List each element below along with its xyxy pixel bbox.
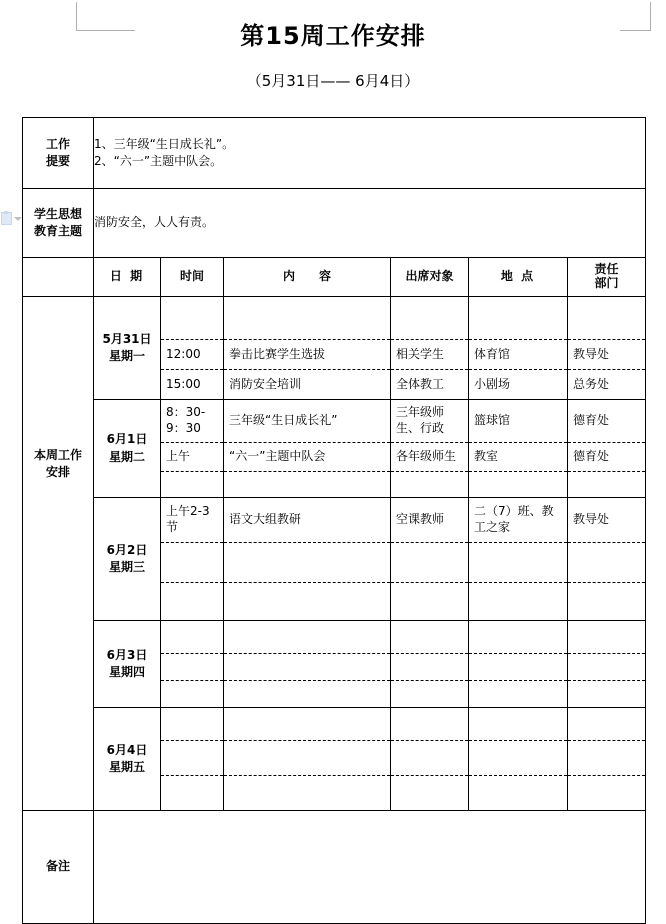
content-cell: 语文大组教研 (224, 498, 390, 543)
department-cell (568, 543, 645, 583)
remarks-content (94, 811, 646, 924)
content-subgrid-friday (224, 708, 390, 810)
location-subgrid-wednesday (469, 498, 567, 620)
table-row-day-wednesday (23, 498, 646, 621)
work-summary-label-line1: 工作 (45, 136, 70, 151)
attendees-cell (391, 472, 468, 498)
day-time-column-tuesday (161, 400, 224, 498)
day-date-line2: 星期三 (108, 560, 145, 574)
time-cell (161, 654, 223, 681)
location-cell (469, 708, 567, 741)
table-header-row (23, 258, 646, 297)
location-subgrid-thursday (469, 621, 567, 707)
time-cell (161, 776, 223, 811)
location-cell: 体育馆 (469, 340, 567, 370)
location-cell: 二（7）班、教工之家 (469, 498, 567, 543)
day-time-column-thursday (161, 621, 224, 708)
day-content-column-thursday (224, 621, 391, 708)
day-date-line1: 5月31日 (102, 331, 152, 346)
day-content-column-wednesday (224, 498, 391, 621)
table-row-day-thursday (23, 621, 646, 708)
table-row-day-tuesday (23, 400, 646, 498)
location-cell: 小剧场 (474, 376, 511, 391)
department-cell: 教导处 (568, 498, 645, 543)
location-cell (469, 681, 567, 708)
page-subtitle-daterange: （5月31日—— 6月4日） (246, 72, 420, 90)
location-cell (469, 472, 567, 498)
time-subgrid-wednesday (161, 498, 223, 620)
table-row-work-summary (23, 118, 646, 189)
location-cell: 教室 (469, 443, 567, 472)
day-date-monday (94, 297, 161, 400)
department-cell: 教导处 (568, 340, 645, 370)
attendees-cell: 相关学生 (391, 340, 468, 370)
attendees-cell: 空课教师 (391, 498, 468, 543)
department-subgrid-tuesday (568, 400, 645, 497)
time-cell: 15:00 (166, 376, 201, 391)
content-subgrid-wednesday (224, 498, 390, 620)
work-summary-item-2: 2、“六一”主题中队会。 (94, 154, 223, 168)
content-cell (224, 621, 390, 654)
time-cell: 12:00 (161, 340, 223, 370)
department-subgrid-monday (568, 297, 645, 399)
department-cell: 总务处 (573, 376, 610, 391)
day-date-line2: 星期一 (108, 349, 145, 363)
time-subgrid-monday (161, 297, 223, 399)
time-cell: 上午2-3节 (161, 498, 223, 543)
day-content-column-friday (224, 708, 391, 811)
day-location-column-tuesday (469, 400, 568, 498)
work-summary-item-1: 1、三年级“生日成长礼”。 (94, 136, 235, 151)
department-subgrid-friday (568, 708, 645, 810)
row-label-remarks: 备注 (23, 811, 94, 924)
day-location-column-friday (469, 708, 568, 811)
column-header-date: 日 期 (94, 258, 161, 297)
content-cell (224, 708, 390, 741)
day-date-thursday (94, 621, 161, 708)
attendees-cell (391, 297, 468, 340)
page-title: 第15周工作安排 (240, 22, 426, 50)
section-label-line2: 安排 (45, 465, 70, 480)
attendees-cell (391, 654, 468, 681)
day-date-line2: 星期二 (108, 449, 145, 464)
time-cell (161, 543, 223, 583)
time-subgrid-friday (161, 708, 223, 810)
day-date-wednesday (94, 498, 161, 621)
table-row-remarks (23, 811, 646, 924)
attendees-cell: 各年级师生 (391, 443, 468, 472)
day-department-column-tuesday (568, 400, 646, 498)
time-cell (161, 297, 223, 340)
day-location-column-thursday (469, 621, 568, 708)
day-date-line2: 星期五 (108, 760, 145, 774)
row-label-work-summary (23, 118, 94, 189)
day-date-line1: 6月3日 (106, 647, 148, 662)
table-row-education-theme (23, 189, 646, 258)
day-department-column-wednesday (568, 498, 646, 621)
clipboard-icon (1, 212, 12, 225)
attendees-cell (391, 741, 468, 776)
time-cell (161, 708, 223, 741)
location-cell: 篮球馆 (469, 400, 567, 443)
section-label-line1: 本周工作 (33, 448, 82, 462)
day-time-column-wednesday (161, 498, 224, 621)
attendees-cell (391, 681, 468, 708)
table-row-day-friday (23, 708, 646, 811)
content-cell (224, 681, 390, 708)
department-cell (568, 741, 645, 776)
department-cell (568, 654, 645, 681)
location-cell (469, 776, 567, 811)
column-header-department (568, 258, 646, 297)
location-subgrid-monday (469, 297, 567, 399)
day-attendees-column-thursday (391, 621, 469, 708)
column-header-content: 内 容 (224, 258, 391, 297)
location-cell (469, 654, 567, 681)
day-location-column-monday (469, 297, 568, 400)
time-cell (161, 741, 223, 776)
content-cell: 三年级“生日成长礼” (224, 400, 390, 443)
education-theme-content: 消防安全，人人有责。 (94, 189, 646, 258)
attendees-cell (391, 583, 468, 621)
header-spacer-cell (23, 258, 94, 297)
content-cell (224, 297, 390, 340)
time-cell (161, 681, 223, 708)
department-cell (568, 708, 645, 741)
education-theme-label-line1: 学生思想 (33, 206, 82, 221)
department-cell (568, 681, 645, 708)
department-cell (568, 297, 645, 340)
attendees-subgrid-friday (391, 708, 468, 810)
department-cell (568, 776, 645, 811)
location-cell (469, 741, 567, 776)
education-theme-label-line2: 教育主题 (33, 224, 82, 238)
time-subgrid-thursday (161, 621, 223, 707)
attendees-subgrid-thursday (391, 621, 468, 707)
location-cell (469, 583, 567, 621)
content-subgrid-thursday (224, 621, 390, 707)
content-subgrid-tuesday (224, 400, 390, 497)
location-subgrid-tuesday (469, 400, 567, 497)
day-attendees-column-wednesday (391, 498, 469, 621)
content-cell (224, 741, 390, 776)
content-cell: “六一”主题中队会 (224, 443, 390, 472)
day-content-column-monday (224, 297, 391, 400)
time-cell: 上午 (161, 443, 223, 472)
content-subgrid-monday (224, 297, 390, 399)
attendees-cell: 三年级师生、行政 (391, 400, 468, 443)
attendees-cell (391, 776, 468, 811)
time-cell (161, 583, 223, 621)
day-date-line1: 6月1日 (106, 432, 148, 447)
day-date-tuesday (94, 400, 161, 498)
day-department-column-monday (568, 297, 646, 400)
department-cell: 德育处 (568, 400, 645, 443)
day-date-line1: 6月4日 (106, 742, 148, 757)
attendees-cell (391, 708, 468, 741)
department-subgrid-wednesday (568, 498, 645, 620)
location-cell (469, 543, 567, 583)
location-cell (469, 297, 567, 340)
attendees-subgrid-tuesday (391, 400, 468, 497)
work-summary-content (94, 118, 646, 189)
location-subgrid-friday (469, 708, 567, 810)
day-date-line1: 6月2日 (106, 542, 148, 557)
day-attendees-column-monday (391, 297, 469, 400)
content-cell (224, 776, 390, 811)
department-header-line2: 部门 (594, 276, 619, 290)
weekly-schedule-table (22, 117, 646, 924)
time-cell: 8：30-9：30 (161, 400, 223, 443)
chevron-down-icon[interactable] (14, 217, 22, 221)
department-cell (568, 621, 645, 654)
paste-options-widget[interactable] (1, 212, 22, 225)
attendees-cell: 全体教工 (396, 376, 445, 391)
day-location-column-wednesday (469, 498, 568, 621)
location-cell (469, 621, 567, 654)
day-date-line2: 星期四 (108, 665, 145, 679)
time-cell (161, 472, 223, 498)
day-attendees-column-friday (391, 708, 469, 811)
attendees-cell (391, 543, 468, 583)
content-cell: 拳击比赛学生选拔 (224, 340, 390, 370)
department-cell: 德育处 (568, 443, 645, 472)
attendees-subgrid-wednesday (391, 498, 468, 620)
content-cell (224, 472, 390, 498)
department-cell (568, 583, 645, 621)
content-cell: 消防安全培训 (229, 376, 302, 391)
column-header-location: 地 点 (469, 258, 568, 297)
content-cell (224, 583, 390, 621)
day-attendees-column-tuesday (391, 400, 469, 498)
day-time-column-monday (161, 297, 224, 400)
table-row-day-monday (23, 297, 646, 400)
column-header-time: 时间 (161, 258, 224, 297)
column-header-attendees: 出席对象 (391, 258, 469, 297)
time-cell (161, 621, 223, 654)
attendees-subgrid-monday (391, 297, 468, 399)
day-time-column-friday (161, 708, 224, 811)
day-date-friday (94, 708, 161, 811)
day-department-column-friday (568, 708, 646, 811)
section-label-weekly-arrangement (23, 297, 94, 811)
row-label-education-theme (23, 189, 94, 258)
work-summary-label-line2: 提要 (45, 154, 70, 168)
content-cell (224, 543, 390, 583)
day-department-column-thursday (568, 621, 646, 708)
time-subgrid-tuesday (161, 400, 223, 497)
department-cell (568, 472, 645, 498)
day-content-column-tuesday (224, 400, 391, 498)
content-cell (224, 654, 390, 681)
department-header-line1: 责任 (594, 262, 619, 277)
department-subgrid-thursday (568, 621, 645, 707)
attendees-cell (391, 621, 468, 654)
